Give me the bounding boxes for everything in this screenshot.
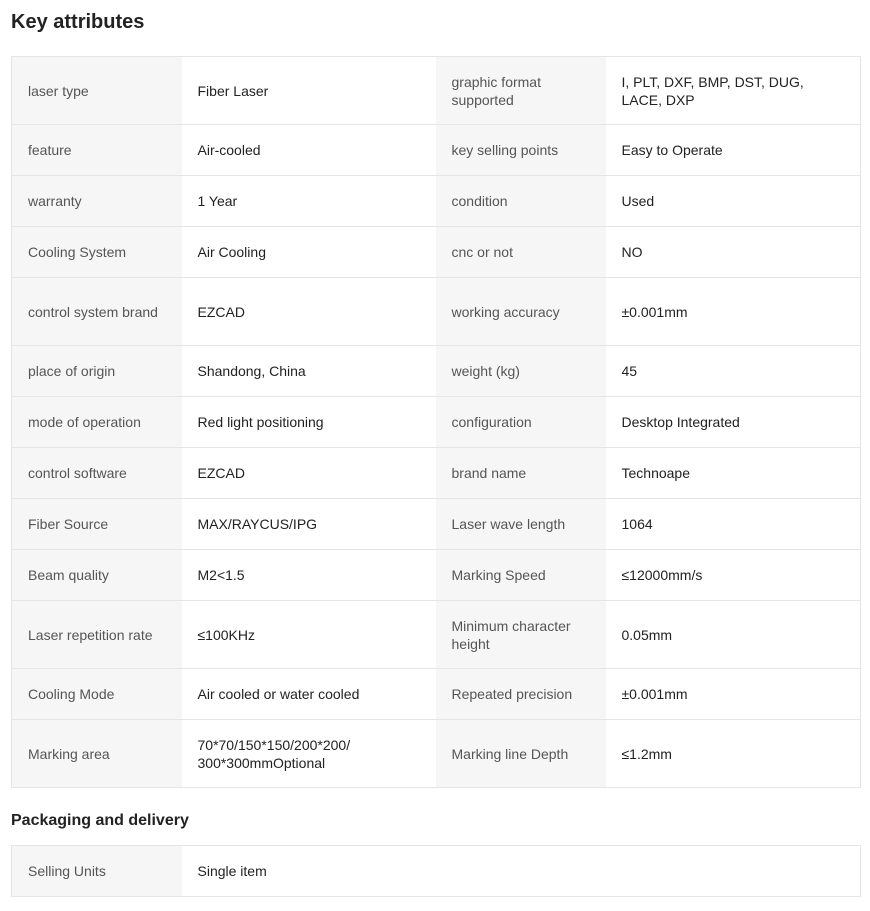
attribute-value: Shandong, China	[182, 346, 436, 397]
attribute-label: feature	[12, 125, 182, 176]
attribute-label: mode of operation	[12, 397, 182, 448]
attribute-value: Easy to Operate	[606, 125, 861, 176]
attribute-value: Single item	[182, 846, 861, 897]
attribute-label: Minimum character height	[436, 601, 606, 669]
attribute-label: laser type	[12, 57, 182, 125]
attribute-label: Cooling Mode	[12, 669, 182, 720]
attribute-label: control system brand	[12, 278, 182, 346]
attribute-label: Fiber Source	[12, 499, 182, 550]
table-row	[12, 550, 861, 601]
attribute-value: ±0.001mm	[606, 669, 861, 720]
attribute-label: place of origin	[12, 346, 182, 397]
attribute-label: working accuracy	[436, 278, 606, 346]
attribute-label: configuration	[436, 397, 606, 448]
attribute-value: Desktop Integrated	[606, 397, 861, 448]
attribute-value: ±0.001mm	[606, 278, 861, 346]
attribute-label: cnc or not	[436, 227, 606, 278]
attribute-value: NO	[606, 227, 861, 278]
table-row	[12, 448, 861, 499]
packaging-title: Packaging and delivery	[11, 812, 189, 829]
attribute-label: condition	[436, 176, 606, 227]
table-row	[12, 669, 861, 720]
table-row	[12, 397, 861, 448]
attribute-value: I, PLT, DXF, BMP, DST, DUG, LACE, DXP	[606, 57, 861, 125]
attribute-label: warranty	[12, 176, 182, 227]
table-row	[12, 176, 861, 227]
attribute-value: Used	[606, 176, 861, 227]
attribute-value: 0.05mm	[606, 601, 861, 669]
attribute-value: Air cooled or water cooled	[182, 669, 436, 720]
attribute-value: Red light positioning	[182, 397, 436, 448]
attribute-value: 1 Year	[182, 176, 436, 227]
table-row	[12, 125, 861, 176]
table-row	[12, 57, 861, 125]
attribute-label: Selling Units	[12, 846, 182, 897]
table-row	[12, 846, 861, 897]
key-attributes-table	[11, 56, 861, 788]
attribute-value: Fiber Laser	[182, 57, 436, 125]
table-row	[12, 278, 861, 346]
key-attributes-title: Key attributes	[11, 11, 145, 33]
table-row	[12, 346, 861, 397]
attribute-label: control software	[12, 448, 182, 499]
packaging-table	[11, 845, 861, 897]
attribute-value: 45	[606, 346, 861, 397]
attribute-label: Marking area	[12, 720, 182, 788]
attribute-label: key selling points	[436, 125, 606, 176]
attribute-label: weight (kg)	[436, 346, 606, 397]
attribute-label: Laser repetition rate	[12, 601, 182, 669]
attribute-value: ≤100KHz	[182, 601, 436, 669]
attribute-value: ≤12000mm/s	[606, 550, 861, 601]
attribute-value: EZCAD	[182, 278, 436, 346]
attribute-label: Marking Speed	[436, 550, 606, 601]
table-row	[12, 227, 861, 278]
attribute-value: ≤1.2mm	[606, 720, 861, 788]
attribute-value: MAX/RAYCUS/IPG	[182, 499, 436, 550]
attribute-label: brand name	[436, 448, 606, 499]
attribute-label: Beam quality	[12, 550, 182, 601]
attribute-label: Marking line Depth	[436, 720, 606, 788]
table-row	[12, 601, 861, 669]
attribute-value: Technoape	[606, 448, 861, 499]
attribute-label: Cooling System	[12, 227, 182, 278]
attribute-value: 70*70/150*150/200*200/ 300*300mmOptional	[182, 720, 436, 788]
attribute-value: Air Cooling	[182, 227, 436, 278]
attribute-value: Air-cooled	[182, 125, 436, 176]
attribute-label: Laser wave length	[436, 499, 606, 550]
table-row	[12, 720, 861, 788]
attribute-label: graphic format supported	[436, 57, 606, 125]
table-row	[12, 499, 861, 550]
attribute-value: EZCAD	[182, 448, 436, 499]
attribute-value: M2<1.5	[182, 550, 436, 601]
attribute-label: Repeated precision	[436, 669, 606, 720]
attribute-value: 1064	[606, 499, 861, 550]
